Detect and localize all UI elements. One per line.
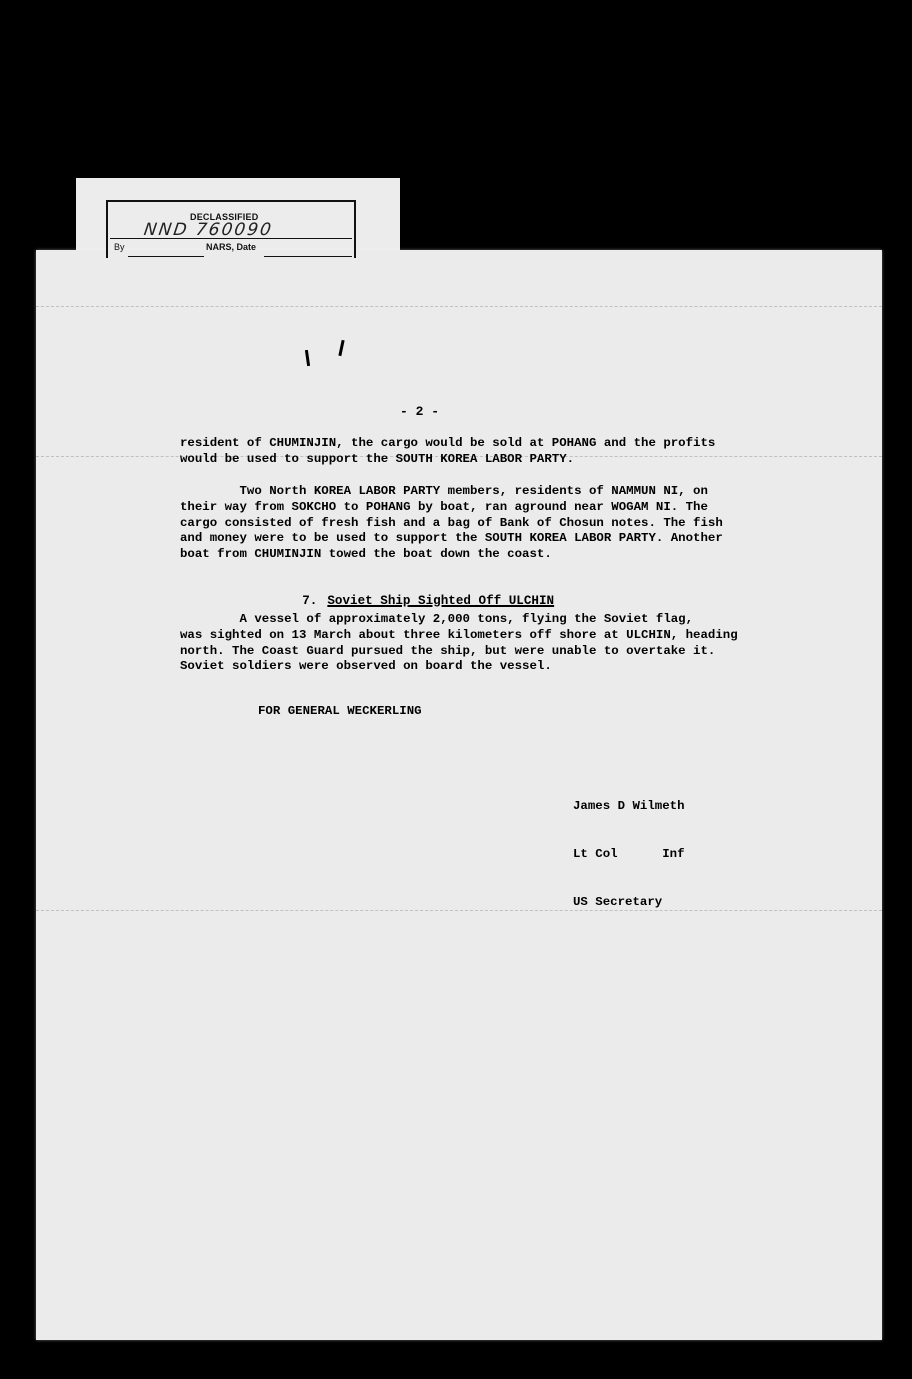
- stamp-date-label: NARS, Date: [206, 242, 257, 252]
- stamp-rule: [110, 238, 352, 239]
- stamp-date-line: [264, 256, 352, 257]
- signer-title: US Secretary: [573, 895, 663, 909]
- signer-rank: Lt Col Inf: [573, 847, 685, 861]
- declassification-stamp: [106, 200, 356, 258]
- section-number: 7.: [302, 594, 318, 608]
- paper-crease: [36, 306, 882, 307]
- document-page: [36, 250, 882, 1340]
- paragraph-labor-party-members: Two North KOREA LABOR PARTY members, residents of NAMMUN NI, on their way from SOKCHO to POHANG by boat, ran aground near WOGAM NI. The cargo consisted of fresh fish and a bag of Bank of Chosun notes. The fish and money were to be used to support the SOUTH KOREA LABOR PARTY. Another boat from CHUMINJIN towed the boat down the coast.: [180, 484, 723, 562]
- paragraph-soviet-vessel: A vessel of approximately 2,000 tons, flying the Soviet flag, was sighted on 13 March about three kilometers off shore at ULCHIN, heading north. The Coast Guard pursued the ship, but were unable to overtake it. Soviet soldiers were observed on board the vessel.: [180, 612, 738, 674]
- signer-name: James D Wilmeth: [573, 799, 685, 813]
- page-number: - 2 -: [400, 404, 440, 419]
- stamp-title: DECLASSIFIED: [190, 212, 259, 222]
- stamp-by-label: By: [114, 242, 125, 252]
- stamp-by-line: [128, 256, 204, 257]
- stamp-authority-handwritten: NND 760090: [142, 220, 275, 240]
- paragraph-cargo-continuation: resident of CHUMINJIN, the cargo would be sold at POHANG and the profits would be used to support the SOUTH KOREA LABOR PARTY.: [180, 436, 716, 466]
- signature-block: [573, 766, 685, 942]
- paper-crease: [36, 910, 882, 911]
- closing-line: FOR GENERAL WECKERLING: [258, 704, 422, 718]
- section-title: Soviet Ship Sighted Off ULCHIN: [327, 594, 555, 608]
